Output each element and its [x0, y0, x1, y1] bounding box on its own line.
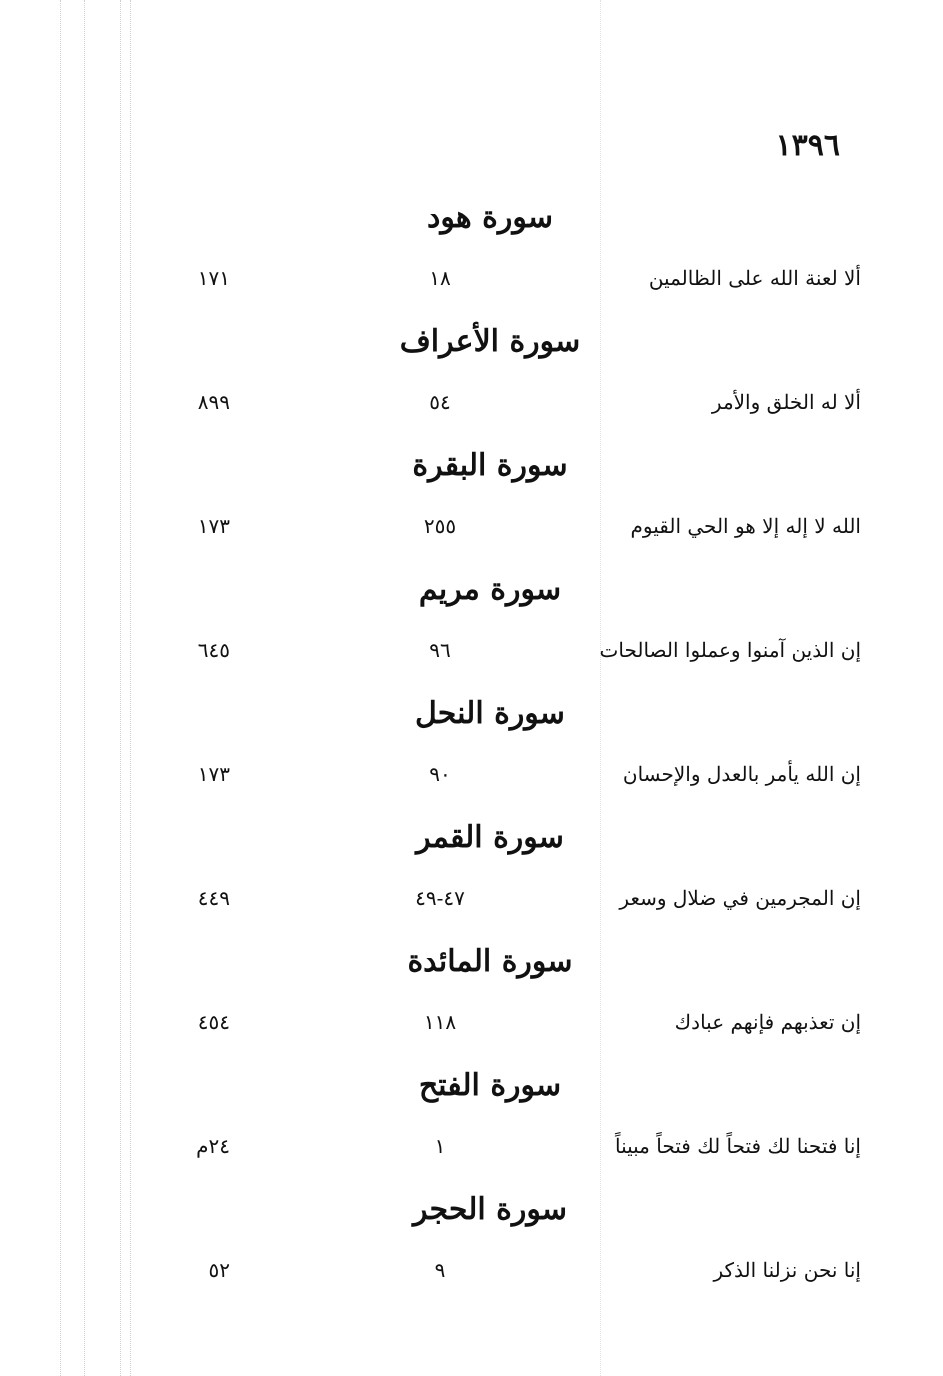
- index-entry: [0, 514, 943, 550]
- surah-section: [0, 564, 943, 688]
- ayah-number: ١: [434, 1134, 446, 1158]
- ayah-number: ٢٥٥: [423, 514, 457, 538]
- surah-section: [0, 1184, 943, 1308]
- verse-text: إن المجرمين في ضلال وسعر: [619, 886, 861, 910]
- index-entry: [0, 1010, 943, 1046]
- verse-text: إنا فتحنا لك فتحاً لك فتحاً مبيناً: [614, 1134, 861, 1158]
- surah-section: [0, 440, 943, 564]
- page-reference: ٦٤٥: [197, 638, 230, 662]
- verse-text: ألا له الخلق والأمر: [711, 390, 861, 414]
- surah-title: سورة القمر: [416, 820, 564, 855]
- index-entry: [0, 1134, 943, 1170]
- index-entry: [0, 886, 943, 922]
- ayah-number: ٩٦: [429, 638, 451, 662]
- ayah-number: ١٨: [429, 266, 451, 290]
- index-entry: [0, 762, 943, 798]
- page-reference: ١٧٣: [197, 514, 230, 538]
- surah-title: سورة هود: [427, 200, 553, 235]
- ayah-number: ٩٠: [429, 762, 451, 786]
- verse-text: إن تعذبهم فإنهم عبادك: [674, 1010, 861, 1034]
- surah-title: سورة البقرة: [412, 448, 568, 483]
- verse-text: إنا نحن نزلنا الذكر: [713, 1258, 861, 1282]
- page-number: ١٣٩٦: [775, 128, 840, 163]
- page-reference: ٤٥٤: [197, 1010, 230, 1034]
- verse-text: الله لا إله إلا هو الحي القيوم: [630, 514, 861, 538]
- index-sections: [0, 192, 943, 1308]
- surah-section: [0, 192, 943, 316]
- surah-section: [0, 812, 943, 936]
- page-reference: ١٧٣: [197, 762, 230, 786]
- ayah-number: ٤٧-٤٩: [415, 886, 465, 910]
- index-entry: [0, 390, 943, 426]
- index-entry: [0, 638, 943, 674]
- page-reference: ١٧١: [197, 266, 230, 290]
- verse-text: ألا لعنة الله على الظالمين: [648, 266, 861, 290]
- surah-title: سورة المائدة: [407, 944, 573, 979]
- ayah-number: ٥٤: [429, 390, 451, 414]
- verse-text: إن الله يأمر بالعدل والإحسان: [622, 762, 861, 786]
- index-entry: [0, 1258, 943, 1294]
- surah-section: [0, 936, 943, 1060]
- surah-title: سورة الحجر: [412, 1192, 568, 1227]
- page-reference: ٨٩٩: [197, 390, 230, 414]
- surah-section: [0, 1060, 943, 1184]
- page-reference: ٥٢: [208, 1258, 230, 1282]
- ayah-number: ١١٨: [423, 1010, 457, 1034]
- verse-text: إن الذين آمنوا وعملوا الصالحات: [599, 638, 861, 662]
- index-entry: [0, 266, 943, 302]
- page-reference: ٤٤٩: [197, 886, 230, 910]
- surah-section: [0, 688, 943, 812]
- surah-title: سورة مريم: [418, 572, 562, 607]
- surah-title: سورة الفتح: [418, 1068, 562, 1103]
- surah-title: سورة النحل: [415, 696, 565, 731]
- page-reference: ٢٤م: [196, 1134, 230, 1158]
- surah-section: [0, 316, 943, 440]
- ayah-number: ٩: [434, 1258, 446, 1282]
- surah-title: سورة الأعراف: [399, 324, 581, 359]
